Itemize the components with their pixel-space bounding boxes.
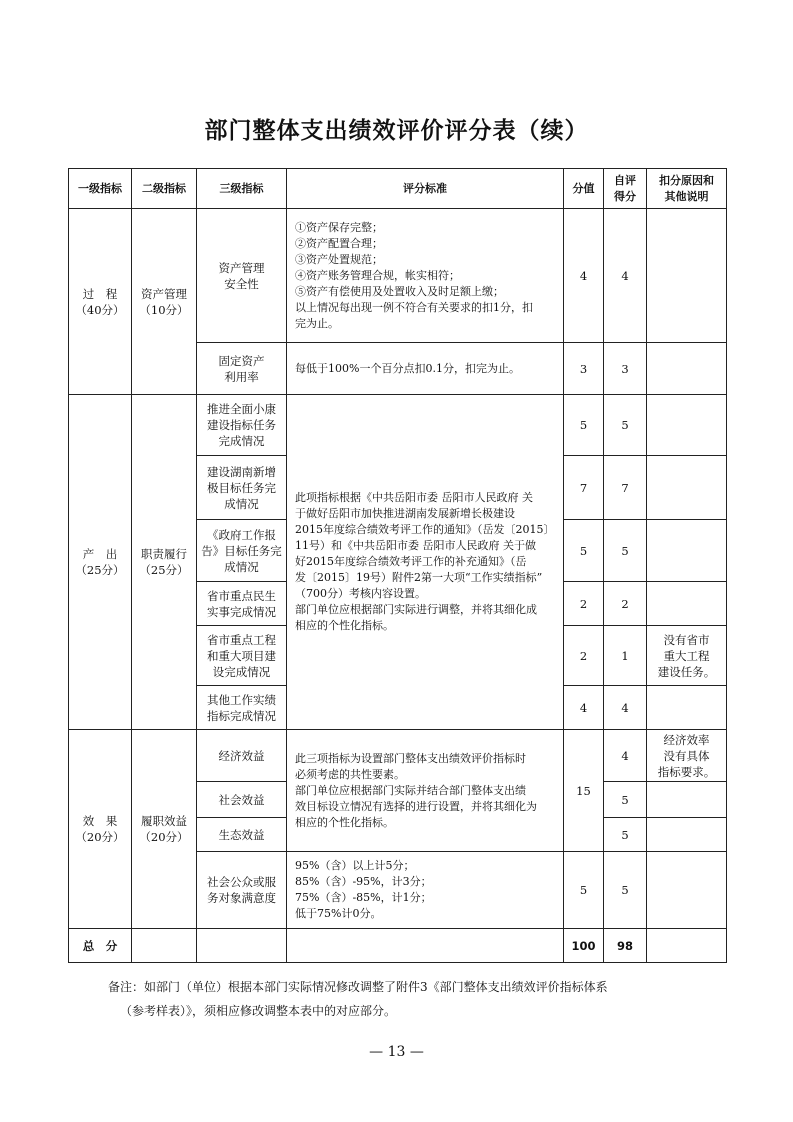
footnote	[108, 975, 728, 1023]
reason-cell	[647, 782, 727, 818]
criteria-line: 此项指标根据《中共岳阳市委 岳阳市人民政府 关	[295, 491, 533, 504]
level3-line: 指标完成情况	[207, 708, 276, 723]
level3-line: 固定资产	[218, 353, 265, 368]
self-score-cell: 5	[604, 818, 647, 852]
total-score: 100	[564, 929, 604, 963]
table-row	[69, 209, 727, 343]
header-level3: 三级指标	[197, 169, 287, 209]
score-cell: 15	[564, 730, 604, 852]
reason-cell	[647, 520, 727, 582]
level3-cell	[197, 343, 287, 395]
header-self-line: 得分	[614, 189, 636, 203]
reason-cell	[647, 686, 727, 730]
empty-cell	[287, 929, 564, 963]
self-score-cell: 3	[604, 343, 647, 395]
level3-cell: 社会效益	[197, 782, 287, 818]
reason-line: 重大工程	[663, 648, 710, 663]
level3-line: 安全性	[224, 276, 259, 291]
level2-points: （20分）	[139, 830, 189, 844]
total-self-score: 98	[604, 929, 647, 963]
criteria-line: 发〔2015〕19号）附件2第一大项“工作实绩指标”	[295, 571, 543, 584]
level2-points: （25分）	[139, 563, 189, 577]
level1-points: （25分）	[75, 563, 125, 577]
criteria-line: ③资产处置规范；	[295, 252, 383, 266]
total-row	[69, 929, 727, 963]
level1-label: 产 出	[82, 547, 118, 561]
level3-line: 社会公众或服	[207, 875, 276, 889]
criteria-line: （700分）考核内容设置。	[295, 587, 426, 600]
criteria-line: 相应的个性化指标。	[295, 815, 394, 829]
criteria-line: 此三项指标为设置部门整体支出绩效评价指标时	[295, 751, 526, 765]
score-cell: 2	[564, 626, 604, 686]
level1-points: （20分）	[75, 830, 125, 844]
header-deduct-reason	[647, 169, 727, 209]
criteria-line: 2015年度综合绩效考评工作的通知》（岳发〔2015〕	[295, 523, 555, 536]
level1-label: 过 程	[82, 286, 118, 301]
reason-cell	[647, 456, 727, 520]
level1-points: （40分）	[75, 302, 125, 317]
level3-line: 务对象满意度	[207, 891, 276, 905]
criteria-line: ⑤资产有偿使用及处置收入及时足额上缴；	[295, 284, 504, 298]
score-cell: 4	[564, 209, 604, 343]
criteria-line: 低于75%计0分。	[295, 907, 382, 920]
output-level2	[132, 395, 197, 730]
reason-line: 没有省市	[663, 632, 710, 647]
criteria-cell	[287, 852, 564, 929]
self-score-cell: 4	[604, 209, 647, 343]
level3-line: 省市重点工程	[207, 632, 276, 647]
header-self-line: 自评	[614, 173, 636, 187]
criteria-line: 效目标设立情况有选择的进行设置，并将其细化为	[295, 799, 537, 813]
process-level2	[132, 209, 197, 395]
level3-line: 实事完成情况	[207, 604, 276, 619]
level3-line: 成情况	[224, 559, 259, 574]
criteria-line: 部门单位应根据部门实际进行调整，并将其细化成	[295, 603, 537, 616]
criteria-line: 11号）和《中共岳阳市委 岳阳市人民政府 关于做	[295, 539, 536, 552]
level3-line: 省市重点民生	[207, 588, 276, 603]
header-level2: 二级指标	[132, 169, 197, 209]
reason-cell	[647, 395, 727, 456]
empty-cell	[132, 929, 197, 963]
reason-cell	[647, 818, 727, 852]
level3-cell	[197, 626, 287, 686]
level2-points: （10分）	[139, 302, 189, 317]
header-reason-line: 其他说明	[664, 189, 709, 203]
level3-line: 建设指标任务	[207, 418, 276, 432]
level2-label: 职责履行	[141, 547, 187, 561]
document-title: 部门整体支出绩效评价评分表（续）	[204, 118, 589, 144]
criteria-line: 好2015年度综合绩效考评工作的补充通知》（岳	[295, 555, 527, 568]
header-score: 分值	[564, 169, 604, 209]
effect-level1	[69, 730, 132, 929]
process-level1	[69, 209, 132, 395]
footnote-line: （参考样表）》，须相应修改调整本表中的对应部分。	[120, 1004, 397, 1018]
reason-line: 建设任务。	[657, 664, 716, 679]
level3-line: 和重大项目建	[207, 648, 276, 663]
level3-line: 完成情况	[218, 434, 265, 448]
empty-cell	[647, 929, 727, 963]
level3-cell	[197, 395, 287, 456]
self-score-cell: 5	[604, 520, 647, 582]
self-score-cell: 5	[604, 852, 647, 929]
criteria-line: 75%（含）-85%，计1分；	[295, 891, 432, 904]
level3-line: 利用率	[224, 369, 259, 384]
effect-criteria-cell	[287, 730, 564, 852]
level3-cell	[197, 456, 287, 520]
header-self-score	[604, 169, 647, 209]
self-score-cell: 2	[604, 582, 647, 626]
level3-cell: 生态效益	[197, 818, 287, 852]
score-cell: 5	[564, 520, 604, 582]
header-reason-line: 扣分原因和	[659, 173, 714, 187]
header-criteria: 评分标准	[287, 169, 564, 209]
reason-cell	[647, 343, 727, 395]
level3-line: 资产管理	[218, 260, 265, 275]
criteria-line: 必须考虑的共性要素。	[295, 767, 405, 781]
reason-line: 没有具体	[663, 748, 710, 763]
criteria-line: ②资产配置合理；	[295, 236, 383, 250]
level3-line: 推进全面小康	[207, 402, 276, 416]
criteria-line: 95%（含）以上计5分；	[295, 859, 415, 872]
table-row	[69, 395, 727, 456]
self-score-cell: 5	[604, 782, 647, 818]
criteria-cell	[287, 343, 564, 395]
criteria-line: 部门单位应根据部门实际并结合部门整体支出绩	[295, 783, 526, 797]
header-row	[69, 169, 727, 209]
criteria-line: 以上情况每出现一例不符合有关要求的扣1分，扣	[295, 300, 533, 314]
level3-line: 告》目标任务完	[201, 543, 282, 558]
level1-label: 效 果	[82, 814, 118, 828]
self-score-cell: 7	[604, 456, 647, 520]
total-label: 总 分	[69, 929, 132, 963]
empty-cell	[197, 929, 287, 963]
criteria-line: ④资产账务管理合规，帐实相符；	[295, 268, 460, 282]
output-level1	[69, 395, 132, 730]
level3-cell: 经济效益	[197, 730, 287, 782]
score-cell: 5	[564, 395, 604, 456]
level3-cell	[197, 582, 287, 626]
effect-level2	[132, 730, 197, 929]
reason-cell	[647, 852, 727, 929]
criteria-line: 每低于100%一个百分点扣0.1分，扣完为止。	[295, 361, 520, 375]
score-cell: 2	[564, 582, 604, 626]
score-cell: 3	[564, 343, 604, 395]
criteria-line: 于做好岳阳市加快推进湖南发展新增长极建设	[295, 507, 515, 520]
level3-cell	[197, 852, 287, 929]
level3-line: 成情况	[224, 496, 259, 511]
self-score-cell: 1	[604, 626, 647, 686]
header-level1: 一级指标	[69, 169, 132, 209]
self-score-cell: 5	[604, 395, 647, 456]
criteria-line: 85%（含）-95%，计3分；	[295, 875, 432, 888]
reason-cell	[647, 730, 727, 782]
criteria-cell	[287, 209, 564, 343]
level3-line: 设完成情况	[212, 664, 271, 679]
level3-cell	[197, 209, 287, 343]
reason-line: 指标要求。	[657, 764, 716, 779]
reason-cell	[647, 626, 727, 686]
level3-line: 其他工作实绩	[207, 692, 276, 707]
page-number: — 13 —	[369, 1044, 424, 1060]
score-table	[68, 168, 727, 963]
table-row	[69, 730, 727, 782]
score-cell: 7	[564, 456, 604, 520]
output-criteria-cell	[287, 395, 564, 730]
level3-cell	[197, 520, 287, 582]
criteria-line: ①资产保存完整；	[295, 220, 383, 234]
footnote-line: 备注：如部门（单位）根据本部门实际情况修改调整了附件3《部门整体支出绩效评价指标体系	[108, 980, 608, 994]
reason-cell	[647, 209, 727, 343]
score-cell: 4	[564, 686, 604, 730]
level2-label: 资产管理	[141, 286, 187, 301]
level3-line: 《政府工作报	[207, 527, 276, 542]
criteria-line: 完为止。	[295, 316, 339, 330]
level2-label: 履职效益	[141, 814, 187, 828]
reason-cell	[647, 582, 727, 626]
level3-line: 极目标任务完	[207, 480, 276, 495]
level3-cell	[197, 686, 287, 730]
level3-line: 建设湖南新增	[207, 464, 276, 479]
self-score-cell: 4	[604, 730, 647, 782]
criteria-line: 相应的个性化指标。	[295, 619, 394, 632]
score-cell: 5	[564, 852, 604, 929]
reason-line: 经济效率	[663, 732, 710, 747]
self-score-cell: 4	[604, 686, 647, 730]
